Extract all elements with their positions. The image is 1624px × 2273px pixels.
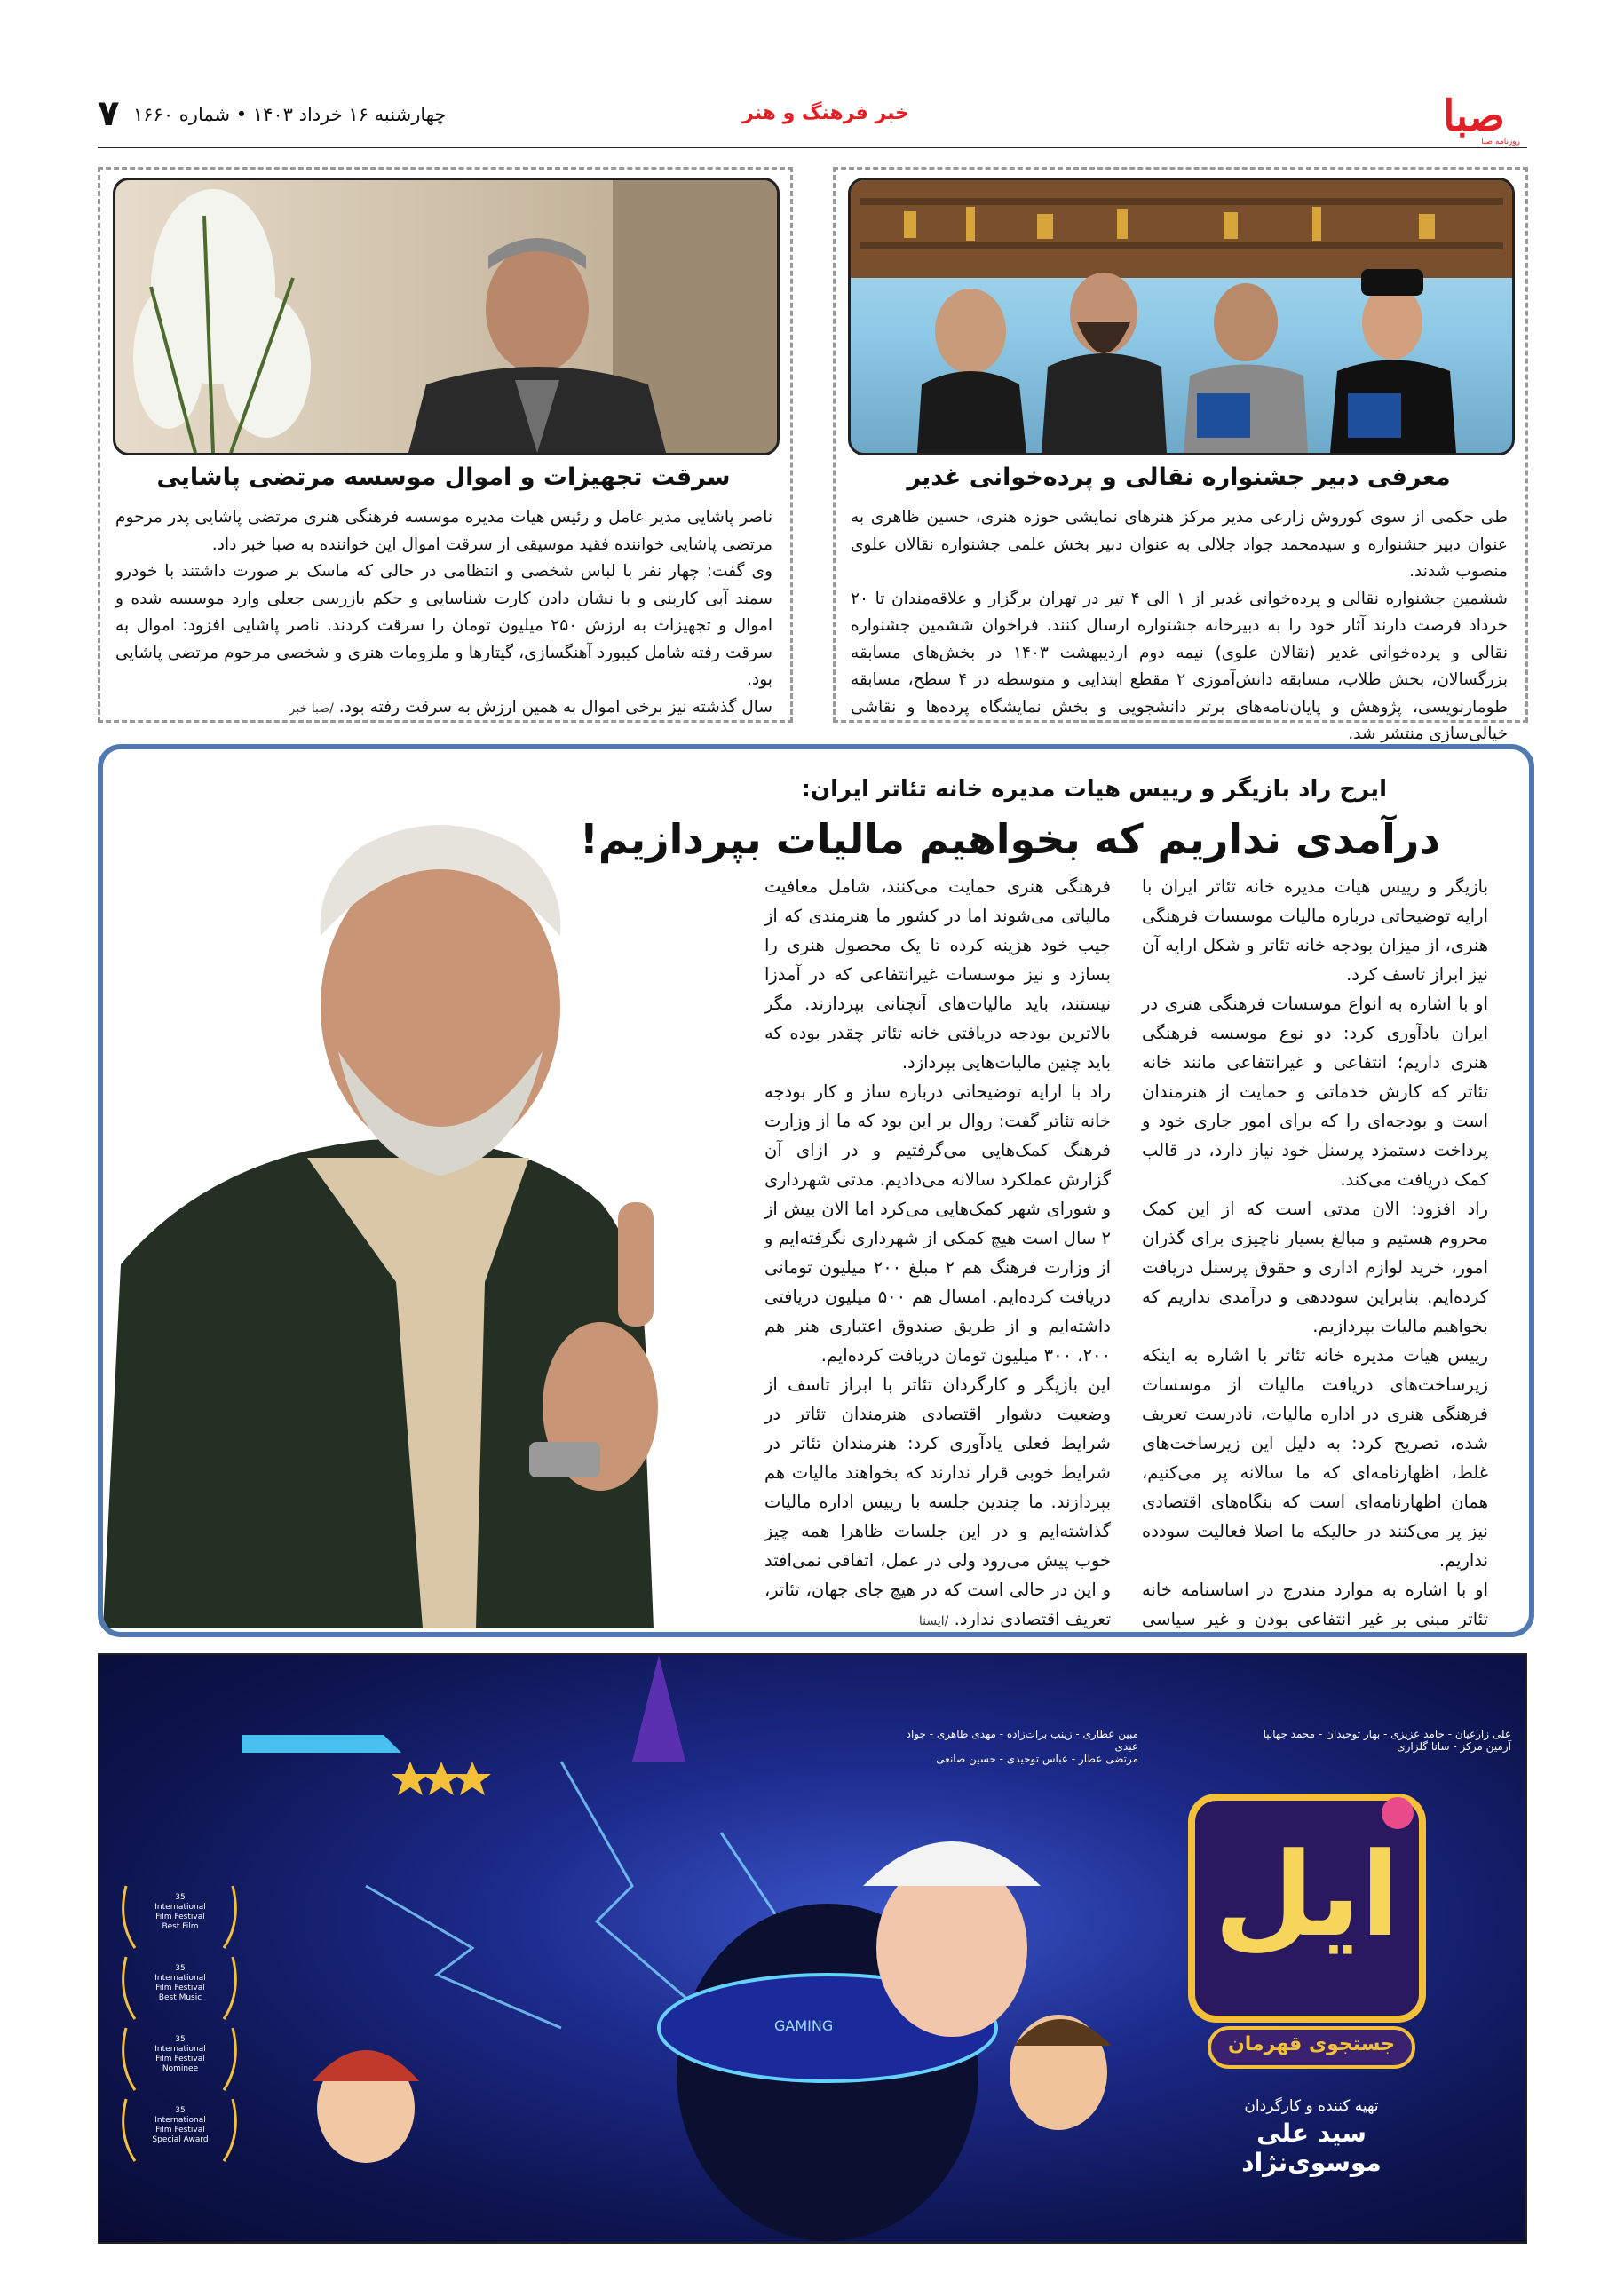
story-photo-pashaei: [113, 178, 780, 455]
laurel-award: 35 International Film Festival Best Film: [154, 1893, 206, 1931]
group-portrait-image: [851, 180, 1512, 453]
paragraph: بازیگر و رییس هیات مدیره خانه تئاتر ایران با ارایه توضیحاتی درباره مالیات موسسات فرهنگی هنری، از میزان بودجه خانه تئاتر و شکل ارایه آن نیز ابراز تاسف کرد.: [1142, 876, 1488, 985]
paragraph: این بازیگر و کارگردان تئاتر با ابراز تاسف از وضعیت دشوار اقتصادی هنرمندان تئاتر در شرایط فعلی یادآوری کرد: هنرمندان تئاتر در شرایط خوبی قرار ندارند که بخواهند مالیات هم بپردازند. ما چندین جلسه با رییس اداره مالیات گذاشته‌ایم و در این جلسات ظاهرا همه چیز خوب پیش می‌رود ولی در عمل، اتفاقی نمی‌افتد و این در حالی است که در هیچ جای جهان، تئاتر، تعریف اقتصادی ندارد. /ایسنا: [764, 1374, 1111, 1629]
laurel-award: 35 International Film Festival Special Award: [152, 2106, 209, 2144]
paragraph: راد با ارایه توضیحاتی درباره ساز و کار بودجه خانه تئاتر گفت: روال بر این بود که ما از وزارت فرهنگ کمک‌هایی می‌گرفتیم و در ازای آن گزارش عملکرد سالانه می‌دادیم. مدتی شهرداری و شورای شهر کمک‌هایی می‌کرد اما الان بیش از ۲ سال است هیچ کمکی از شهرداری نگرفته‌ایم و از وزارت فرهنگ هم ۲ مبلغ ۲۰۰ میلیون تومانی دریافت کرده‌ایم. امسال هم ۵۰۰ میلیون دریافتی داشته‌ایم و از طریق صندوق اعتباری هنر هم ۲۰۰، ۳۰۰ میلیون تومان دریافت کرده‌ایم.: [764, 1081, 1112, 1366]
paragraph: رییس هیات مدیره خانه تئاتر با اشاره به اینکه زیرساخت‌های دریافت مالیات از موسسات فرهنگی هنری در اداره مالیات، نادرست تعریف شده، تصریح کرد: به دلیل این زیرساخت‌های غلط، اظهارنامه‌ای که ما سالانه پر می‌کنیم، همان اظهارنامه‌ای است که بنگاه‌های اقتصادی نیز پر می‌کنند در حالیکه ما اصلا فعالیت سودده نداریم.: [1142, 1345, 1488, 1571]
man-portrait-image: [115, 180, 777, 453]
newspaper-logo: صبا: [1443, 91, 1505, 141]
source-credit: /صبا خبر: [289, 701, 334, 716]
movie-advertisement: [98, 1653, 1527, 2244]
feature-column-right: [1142, 872, 1488, 1637]
story-text-pashaei: [115, 504, 772, 722]
paragraph: وی گفت: چهار نفر با لباس شخصی و انتظامی در حالی که ماسک بر صورت داشتند با خودرو سمند آبی کاربنی و با نشان دادن کارت شناسایی و حکم بازرسی جعلی وارد موسسه شده و اموال و تجهیزات به ارزش ۲۵۰ میلیون تومان را سرقت کردند. ناصر پاشایی افزود: اموال به سرقت رفته شامل کیبورد آهنگسازی، گیتارها و ملزومات هنری و شخصی مرحوم مرتضی پاشایی بود.: [115, 562, 772, 689]
cast-credits-right: علی زارعیان - حامد عزیزی - بهار توحیدان - محمد جهانپا آرمین مرکز - سانا گلزاری: [1263, 1728, 1511, 1753]
section-title: خبر فرهنگ و هنر: [742, 102, 909, 124]
paragraph: فرهنگی هنری حمایت می‌کنند، شامل معافیت مالیاتی می‌شوند اما در کشور ما هنرمندی که از جیب خود هزینه کرده تا یک محصول هنری را بسازد و نیز موسسات غیرانتفاعی که در آمدزا نیستند، باید مالیات‌های آنچنانی بپردازند. مگر بالاترین بودجه دریافتی خانه تئاتر چقدر بوده که باید چنین مالیات‌هایی بپردازد.: [764, 876, 1111, 1073]
logo-subtitle: روزنامه صبا: [1481, 138, 1520, 147]
paragraph: طی حکمی از سوی کوروش زارعی مدیر مرکز هنرهای نمایشی حوزه هنری، حسین ظاهری به عنوان دبیر جشنواره و سیدمحمد جواد جلالی به عنوان دبیر بخش علمی جشنواره نقالان علوی منصوب شدند.: [851, 508, 1508, 581]
headline-pashaei: سرقت تجهیزات و اموال موسسه مرتضی پاشایی: [156, 463, 731, 491]
laurel-award: 35 International Film Festival Best Music: [154, 1964, 206, 2002]
feature-title: درآمدی نداریم که بخواهیم مالیات بپردازیم!: [579, 815, 1440, 863]
feature-kicker: ایرج راد بازیگر و رییس هیات مدیره خانه تئاتر ایران:: [801, 776, 1387, 803]
producer-name: سید علی موسوی‌نژاد: [1241, 2119, 1382, 2177]
film-tagline: جستجوی قهرمان: [1228, 2033, 1395, 2055]
paragraph: ششمین جشنواره نقالی و پرده‌خوانی غدیر از ۱ الی ۴ تیر در تهران برگزار و علاقه‌مندان تا ۲۰ خرداد فرصت دارند آثار خود را به دبیرخانه جشنواره ارسال کنند. فراخوان ششمین جشنواره نقالی و پرده‌خوانی غدیر (نقالان علوی) نیمه دوم اردیبهشت ۱۴۰۳ در بخش‌های مسابقه بزرگسالان، بخش طلاب، مسابقه دانش‌آموزی ۲ مقطع ابتدایی و متوسطه در ۴ سطح، مسابقه طومارنویسی، پژوهش و پایان‌نامه‌های برتر دانشجویی و بخش نمایشگاه پرده‌ها و نقاشی خیالی‌سازی منتشر شد.: [851, 589, 1509, 743]
feature-column-left: [764, 872, 1111, 1636]
issue-date-line: چهارشنبه ۱۶ خرداد ۱۴۰۳ • شماره ۱۶۶۰: [133, 104, 447, 125]
paragraph: او با اشاره به موارد مندرج در اساسنامه خانه تئاتر مبنی بر غیر انتفاعی بودن و غیر سیاسی: [1142, 1580, 1488, 1629]
cast-credits-left: مبین عطاری - زینب برات‌زاده - مهدی طاهری - جواد عبدی مرتضی عطار - عباس توحیدی - حسین صانعی: [906, 1728, 1138, 1765]
paragraph: سال گذشته نیز برخی اموال به همین ارزش به سرقت رفته بود. /صبا خبر: [289, 697, 772, 717]
paragraph: او با اشاره به انواع موسسات فرهنگی هنری در ایران یادآوری کرد: دو نوع موسسه فرهنگی هنری داریم؛ انتفاعی و غیرانتفاعی مانند خانه تئاتر که کارش خدماتی و حمایت از هنرمندان است و بودجه‌ای را که برای امور جاری خود و پرداخت دستمزد پرسنل خود نیاز دارد، در قالب کمک دریافت می‌کند.: [1142, 994, 1488, 1190]
page-header: [98, 93, 1527, 148]
iraj-rad-photo: [103, 785, 778, 1628]
feature-interview-box: [98, 744, 1534, 1637]
paragraph: ناصر پاشایی مدیر عامل و رئیس هیات مدیره موسسه فرهنگی هنری مرتضی پاشایی پدر مرحوم مرتضی پاشایی خواننده فقید موسیقی از سرقت اموال این خواننده به صبا خبر داد.: [115, 508, 772, 554]
film-logo-title: ایل: [1214, 1827, 1400, 1962]
headline-ghadir: معرفی دبیر جشنواره نقالی و پرده‌خوانی غدیر: [907, 463, 1451, 491]
paragraph: راد افزود: الان مدتی است که از این کمک محروم هستیم و مبالغ بسیار ناچیزی برای گذران امور، خرید لوازم اداری و حقوق پرسنل دریافت کرده‌ایم. بنابراین سوددهی و درآمدی نداریم که بخواهیم مالیات بپردازیم.: [1142, 1199, 1488, 1336]
festival-laurels: [131, 1893, 229, 2177]
page-number: ۷: [98, 93, 120, 134]
story-photo-ghadir: [848, 178, 1515, 455]
laurel-award: 35 International Film Festival Nominee: [154, 2035, 206, 2073]
story-text-ghadir: [851, 504, 1508, 776]
source-credit: /ایسنا: [918, 1614, 949, 1628]
visor-text: GAMING: [774, 2017, 834, 2034]
producer-label: تهیه کننده و کارگردان: [1244, 2097, 1379, 2115]
